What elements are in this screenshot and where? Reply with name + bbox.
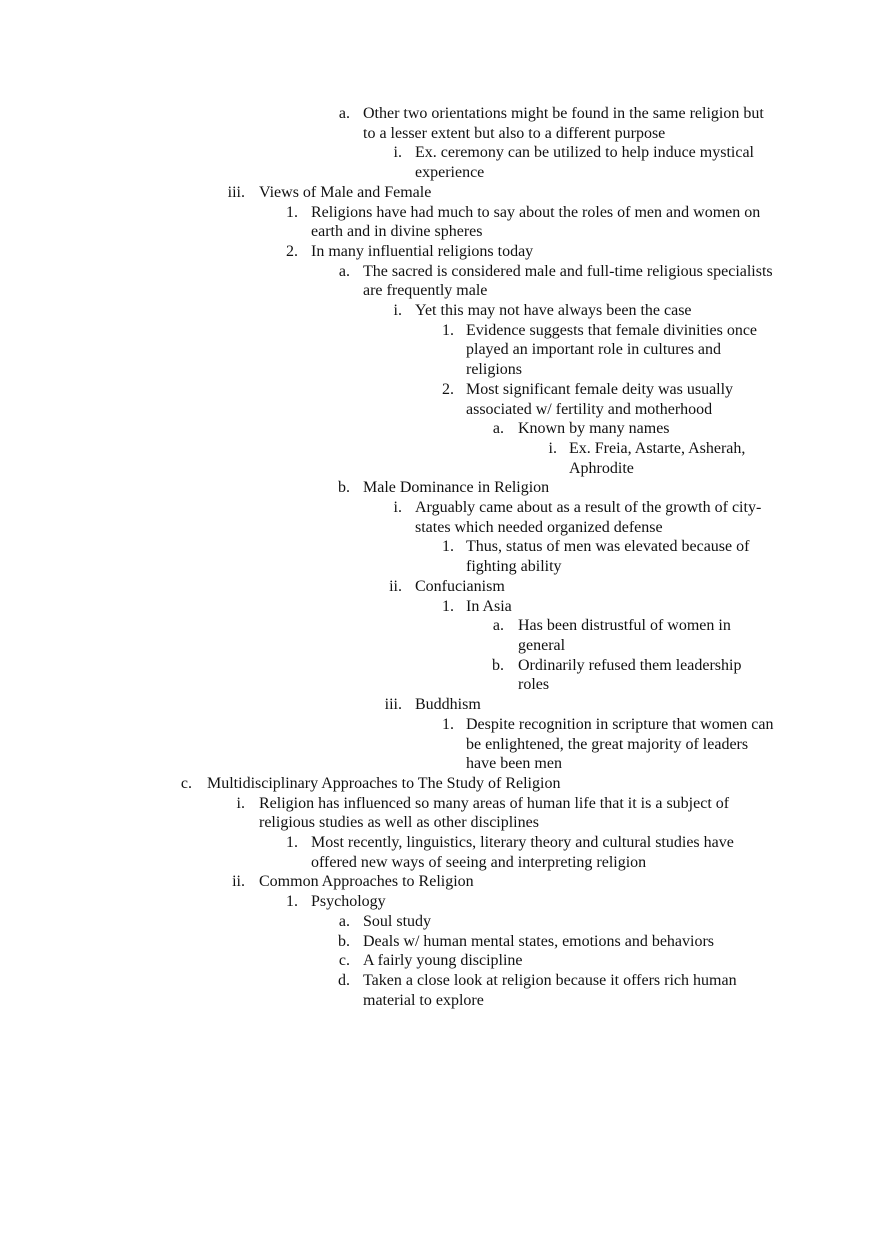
outline-item bbox=[0, 104, 880, 143]
item-text: Known by many names bbox=[518, 420, 670, 438]
outline-item bbox=[0, 833, 880, 872]
item-text: In many influential religions today bbox=[311, 242, 534, 260]
outline-list bbox=[0, 104, 880, 1010]
item-text: Has been distrustful of women in general bbox=[518, 617, 731, 654]
outline-item bbox=[0, 498, 880, 537]
item-marker: i. bbox=[393, 302, 402, 320]
outline-item bbox=[0, 656, 880, 695]
outline-item bbox=[0, 774, 880, 794]
item-marker: i. bbox=[236, 794, 245, 812]
item-text: Thus, status of men was elevated because of fighting ability bbox=[466, 538, 750, 576]
outline-item bbox=[0, 794, 880, 833]
item-marker: b. bbox=[492, 656, 504, 674]
item-marker: 1. bbox=[286, 203, 298, 221]
item-text: Religions have had much to say about the roles of men and women on earth and in divine spheres bbox=[311, 203, 761, 241]
item-text: Despite recognition in scripture that women can be enlightened, the great majority of leaders have been men bbox=[466, 715, 774, 773]
item-text: Common Approaches to Religion bbox=[259, 873, 474, 891]
item-marker: b. bbox=[338, 932, 350, 950]
item-marker: 1. bbox=[442, 321, 454, 339]
outline-item bbox=[0, 715, 880, 774]
item-marker: ii. bbox=[232, 873, 245, 891]
outline-item bbox=[0, 301, 880, 321]
item-marker: a. bbox=[338, 262, 350, 280]
item-text: Religion has influenced so many areas of human life that it is a subject of religious studies as well as other disciplines bbox=[259, 794, 730, 832]
item-marker: 1. bbox=[286, 893, 298, 911]
item-marker: d. bbox=[338, 971, 350, 989]
outline-item bbox=[0, 242, 880, 262]
item-marker: a. bbox=[338, 105, 350, 122]
item-marker: a. bbox=[338, 912, 350, 930]
outline-item bbox=[0, 971, 880, 1010]
item-text: Male Dominance in Religion bbox=[363, 479, 550, 497]
item-marker: i. bbox=[548, 439, 557, 457]
item-text: Yet this may not have always been the case bbox=[415, 302, 692, 320]
item-marker: c. bbox=[338, 952, 350, 970]
item-marker: iii. bbox=[384, 696, 402, 714]
item-marker: iii. bbox=[227, 183, 245, 201]
item-marker: 2. bbox=[286, 242, 298, 260]
item-text: Evidence suggests that female divinities once played an important role in cultures and religions bbox=[466, 321, 758, 379]
item-marker: 2. bbox=[442, 380, 454, 398]
item-text: Deals w/ human mental states, emotions and behaviors bbox=[363, 932, 715, 950]
item-text: Most significant female deity was usually associated w/ fertility and motherhood bbox=[466, 380, 734, 418]
outline-item bbox=[0, 203, 880, 242]
item-marker: c. bbox=[180, 774, 192, 792]
item-text: Arguably came about as a result of the growth of city-states which needed organized defense bbox=[415, 499, 762, 536]
outline-item bbox=[0, 872, 880, 892]
outline-item bbox=[0, 321, 880, 380]
item-text: In Asia bbox=[466, 597, 512, 615]
item-text: Most recently, linguistics, literary theory and cultural studies have offered new ways of seeing and interpreting religion bbox=[311, 834, 734, 871]
item-text: Multidisciplinary Approaches to The Study of Religion bbox=[207, 774, 561, 792]
item-text: Other two orientations might be found in the same religion but to a lesser extent but also to a different purpose bbox=[363, 105, 764, 142]
item-text: Psychology bbox=[311, 893, 386, 911]
item-text: Confucianism bbox=[415, 577, 505, 595]
item-text: Views of Male and Female bbox=[259, 183, 432, 201]
item-marker: 1. bbox=[442, 715, 454, 733]
outline-item bbox=[0, 892, 880, 912]
item-marker: 1. bbox=[442, 597, 454, 615]
item-text: Soul study bbox=[363, 912, 432, 930]
item-text: A fairly young discipline bbox=[363, 952, 523, 970]
outline-item bbox=[0, 439, 880, 478]
outline-item bbox=[0, 380, 880, 419]
item-marker: a. bbox=[492, 420, 504, 438]
item-marker: b. bbox=[338, 479, 350, 497]
outline-item bbox=[0, 695, 880, 715]
item-marker: ii. bbox=[389, 577, 402, 595]
item-marker: i. bbox=[393, 499, 402, 517]
item-text: Buddhism bbox=[415, 696, 481, 714]
outline-item bbox=[0, 912, 880, 932]
outline-item bbox=[0, 951, 880, 971]
item-marker: 1. bbox=[286, 834, 298, 852]
outline-item bbox=[0, 262, 880, 301]
item-text: The sacred is considered male and full-time religious specialists are frequently male bbox=[363, 262, 773, 300]
outline-item bbox=[0, 597, 880, 617]
outline-item bbox=[0, 616, 880, 655]
outline-item bbox=[0, 478, 880, 498]
outline-item bbox=[0, 932, 880, 952]
item-text: Ordinarily refused them leadership roles bbox=[518, 656, 742, 694]
outline-item bbox=[0, 143, 880, 182]
item-text: Ex. ceremony can be utilized to help induce mystical experience bbox=[415, 144, 754, 182]
item-text: Taken a close look at religion because it offers rich human material to explore bbox=[363, 971, 737, 1009]
outline-item bbox=[0, 537, 880, 576]
outline-item bbox=[0, 577, 880, 597]
item-text: Ex. Freia, Astarte, Asherah, Aphrodite bbox=[569, 439, 746, 477]
outline-item bbox=[0, 419, 880, 439]
item-marker: a. bbox=[492, 617, 504, 635]
item-marker: i. bbox=[393, 144, 402, 162]
item-marker: 1. bbox=[442, 538, 454, 556]
outline-item bbox=[0, 183, 880, 203]
